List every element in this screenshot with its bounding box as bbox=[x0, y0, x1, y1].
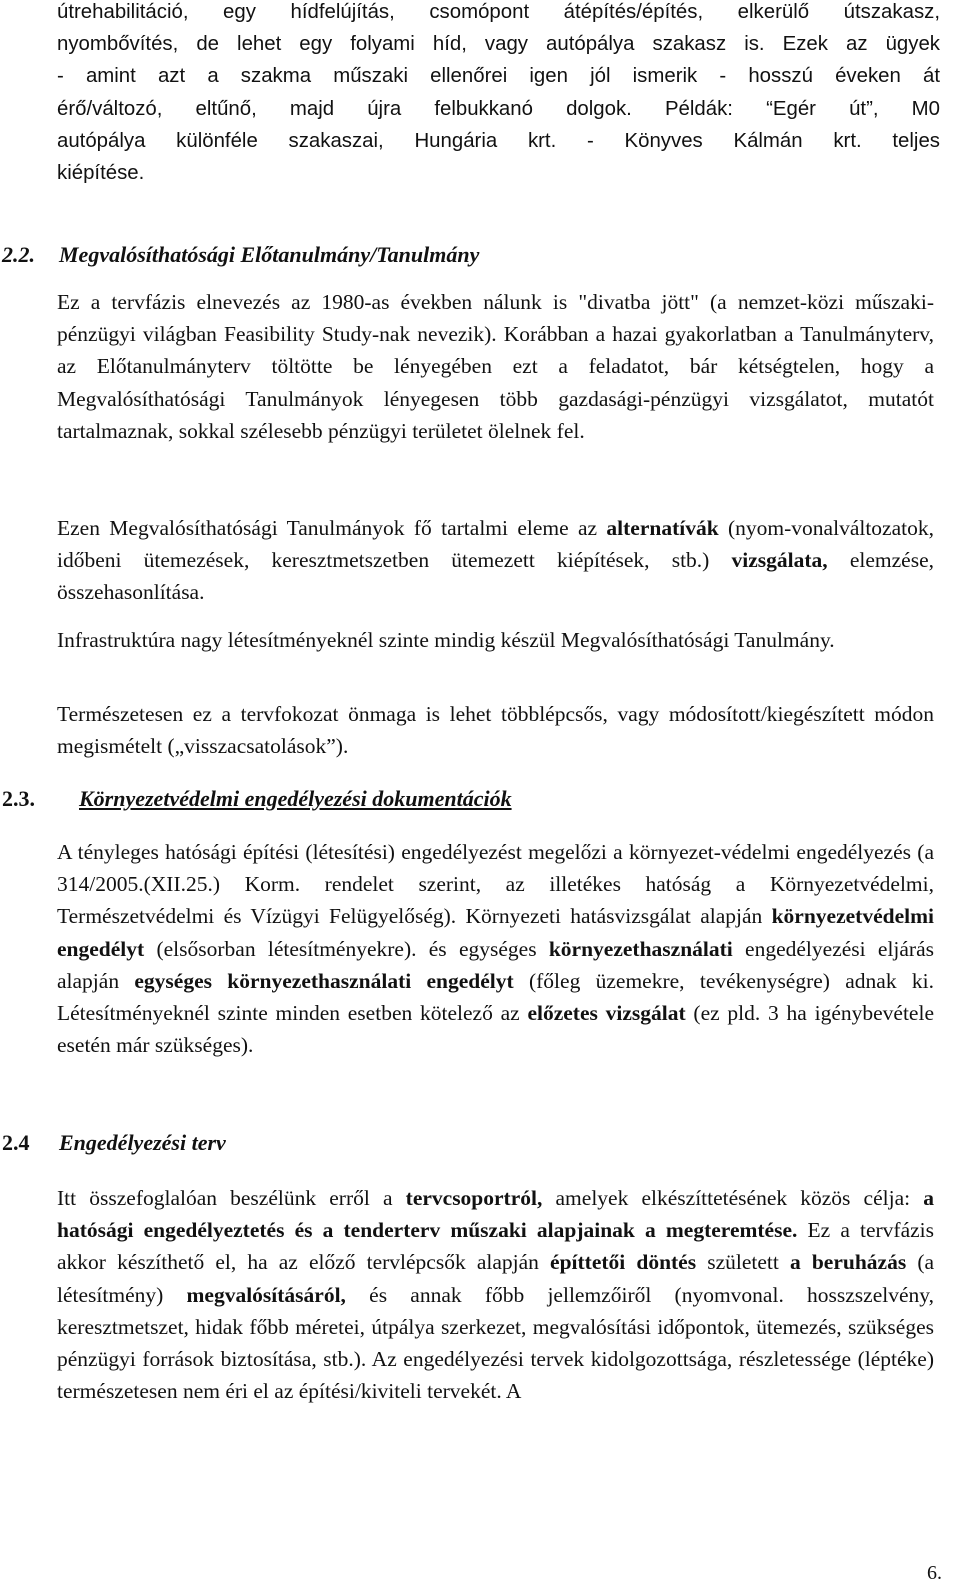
text-run: (ez pld. 3 ha igénybevétele esetén már szükséges). bbox=[57, 1001, 934, 1058]
paragraph-feasibility: Ez a tervfázis elnevezés az 1980-as években nálunk is "divatba jött" (a nemzet-közi műszaki-pénzügyi világban Feasibility Study-nak nevezik). Korábban a hazai gyakorlatban a Tanulmányterv, az Előtanulmányterv töltötte be lényegében ezt a feladatot, bár kétségtelen, hogy a Megvalósíthatósági Tanulmányok lényegesen több gazdasági-pénzügyi vizsgálatot, mutatót tartalmaznak, sokkal szélesebb pénzügyi területet ölelnek fel. bbox=[57, 290, 934, 443]
emphasis: vizsgálata, bbox=[731, 548, 828, 573]
section-number: 2.3. bbox=[2, 786, 35, 811]
paragraph-permit-plan bbox=[57, 1182, 934, 1407]
section-heading-2-4 bbox=[0, 1128, 226, 1158]
section-heading-2-2 bbox=[0, 240, 479, 270]
text-run: (főleg üzemekre, tevékenységre) adnak ki. Létesítményeknél szinte minden esetben kötelező az bbox=[57, 968, 934, 1026]
paragraph-infrastructure: Infrastruktúra nagy létesítményeknél szinte mindig készül Megvalósíthatósági Tanulmány. bbox=[57, 628, 835, 652]
section-title: Megvalósíthatósági Előtanulmány/Tanulmány bbox=[59, 242, 480, 267]
emphasis: a beruházás bbox=[789, 1250, 907, 1275]
text-run: született bbox=[696, 1250, 790, 1275]
intro-line-1: útrehabilitáció, egy hídfelújítás, csomópont átépítés/építés, elkerülő útszakasz, bbox=[57, 1, 940, 23]
emphasis: egységes környezethasználati engedélyt bbox=[134, 968, 514, 993]
emphasis: környezethasználati bbox=[548, 936, 733, 961]
text-run: (nyom-vonalváltozatok, időbeni ütemezések, keresztmetszetben ütemezett kiépítések, stb.) bbox=[57, 516, 934, 573]
emphasis: környezetvédelmi engedélyt bbox=[57, 904, 934, 961]
text-run: amelyek elkészíttetésének közös célja: bbox=[542, 1186, 924, 1210]
intro-line-4: érő/változó, eltűnő, majd újra felbukkanó dolgok. Példák: “Egér út”, M0 bbox=[57, 97, 940, 120]
paragraph-environmental bbox=[57, 836, 934, 1061]
text-run: engedélyezési eljárás alapján bbox=[57, 936, 935, 993]
paragraph-intro bbox=[57, 0, 940, 189]
intro-line-5: autópálya különféle szakaszai, Hungária krt. - Könyves Kálmán krt. teljes bbox=[57, 129, 940, 152]
emphasis: alternatívák bbox=[606, 516, 719, 540]
text-run: Itt összefoglalóan beszélünk erről a bbox=[57, 1186, 406, 1210]
text-run: Ezen Megvalósíthatósági Tanulmányok fő tartalmi eleme az bbox=[57, 516, 607, 540]
section-title: Engedélyezési terv bbox=[59, 1130, 226, 1155]
emphasis: megvalósításáról, bbox=[186, 1282, 346, 1307]
intro-line-6: kiépítése. bbox=[57, 162, 145, 185]
emphasis: építtetői döntés bbox=[550, 1250, 697, 1275]
emphasis: tervcsoportról, bbox=[405, 1186, 543, 1210]
emphasis: a hatósági engedélyeztetés és a tenderterv műszaki alapjainak a megteremtése. bbox=[57, 1186, 934, 1243]
text-run: (a létesítmény) bbox=[57, 1250, 935, 1307]
text-run: elemzése, összehasonlítása. bbox=[57, 548, 934, 605]
intro-line-3: - amint azt a szakma műszaki ellenőrei igen jól ismerik - hosszú éveken át bbox=[57, 65, 940, 88]
paragraph-alternatives bbox=[57, 512, 934, 609]
text-run: és annak főbb jellemzőiről (nyomvonal. hosszszelvény, keresztmetszet, hidak főbb méretei, útpálya szerkezet, megvalósítási időpontok, ütemezés, szükséges pénzügyi források biztosítása, stb.). Az engedélyezési tervek kidolgozottsága, részletessége (léptéke) természetesen nem éri el az építési/kiviteli tervekét. A bbox=[57, 1282, 935, 1404]
emphasis: előzetes vizsgálat bbox=[527, 1001, 686, 1026]
text-run: Ez a tervfázis akkor készíthető el, ha az előző tervlépcsők alapján bbox=[57, 1218, 934, 1275]
section-title: Környezetvédelmi engedélyezési dokumentációk bbox=[79, 786, 512, 811]
intro-line-2: nyombővítés, de lehet egy folyami híd, vagy autópálya szakasz is. Ezek az ügyek bbox=[57, 33, 940, 56]
section-heading-2-3 bbox=[0, 784, 512, 814]
page-number: 6. bbox=[927, 1562, 942, 1584]
section-number: 2.4 bbox=[2, 1130, 30, 1155]
paragraph-multistage: Természetesen ez a tervfokozat önmaga is lehet többlépcsős, vagy módosított/kiegészített módon megismételt („visszacsatolások”). bbox=[57, 702, 934, 759]
text-run: (elsősorban létesítményekre). és egységes bbox=[144, 936, 549, 961]
text-run: A tényleges hatósági építési (létesítési) engedélyezést megelőzi a környezet-védelmi engedélyezés (a 314/2005.(XII.25.) Korm. rendelet szerint, az illetékes hatóság a Környezetvédelmi, Természetvédelmi és Vízügyi Felügyelőség). Környezeti hatásvizsgálat alapján bbox=[57, 840, 934, 929]
section-number: 2.2. bbox=[2, 242, 35, 267]
